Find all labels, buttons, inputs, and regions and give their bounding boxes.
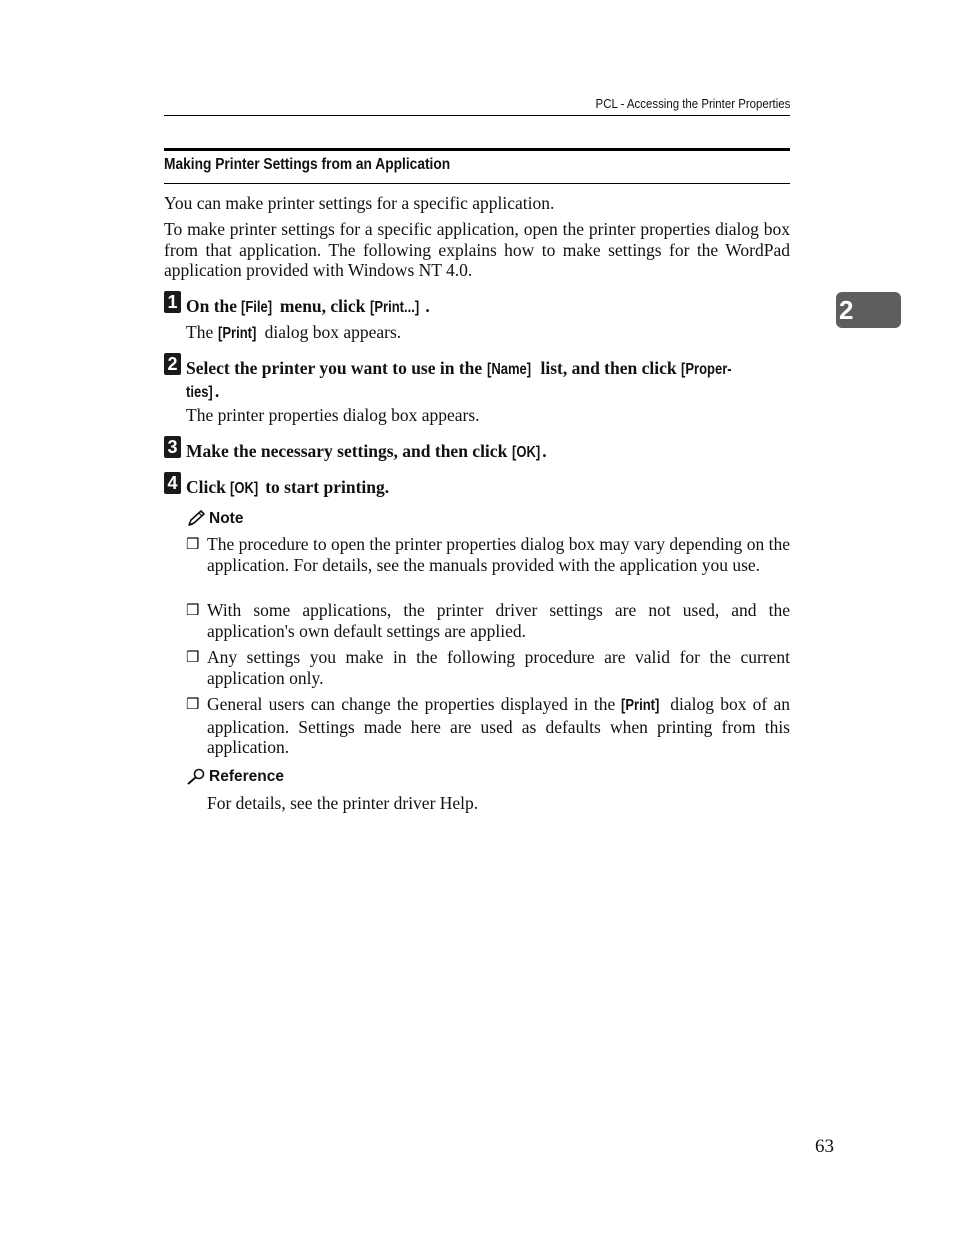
pencil-icon [186,510,206,528]
reference-heading: Reference [186,768,284,786]
magnifier-icon [186,768,206,786]
step-2-result: The printer properties dialog box appears. [186,405,480,425]
section-rule-top [164,148,790,151]
running-header: PCL - Accessing the Printer Properties [595,96,790,111]
intro-paragraph-2: To make printer settings for a specific application, open the printer properties dialog box from that application. The following explains how to make settings for the WordPad application provided with Windows NT 4.0. [164,219,790,280]
note-item-4: General users can change the properties displayed in the [Print] dialog box of an application. Settings made here are used as defaults when printing from this application. [207,694,790,757]
intro-paragraph-1: You can make printer settings for a specific application. [164,193,555,213]
note-heading: Note [186,510,243,528]
step-number-3: 3 [164,436,181,458]
page-number: 63 [815,1136,834,1157]
bullet: ❒ [186,537,200,553]
bullet: ❒ [186,650,200,666]
section-title: Making Printer Settings from an Application [164,156,451,173]
note-item-3: Any settings you make in the following procedure are valid for the current application only. [207,647,790,688]
bullet: ❒ [186,697,200,713]
reference-text: For details, see the printer driver Help. [207,793,479,813]
bullet: ❒ [186,603,200,619]
step-number-2: 2 [164,353,181,375]
header-rule [164,115,790,116]
step-4-instruction: Click [OK] to start printing. [186,477,390,497]
step-number-1: 1 [164,291,181,313]
step-1-result: The [Print] dialog box appears. [186,322,402,342]
step-3-instruction: Make the necessary settings, and then click [OK] . [186,441,547,461]
step-number-4: 4 [164,472,181,494]
section-rule-bottom [164,183,790,184]
note-item-2: With some applications, the printer driver settings are not used, and the application's own default settings are applied. [207,600,790,641]
note-item-1: The procedure to open the printer properties dialog box may vary depending on the application. For details, see the manuals provided with the application you use. [207,534,790,575]
chapter-tab: 2 [836,292,901,328]
step-1-instruction: On the [File] menu, click [Print...] . [186,296,430,316]
step-2-instruction: Select the printer you want to use in the [Name] list, and then click [Proper- ties] . [186,358,732,401]
